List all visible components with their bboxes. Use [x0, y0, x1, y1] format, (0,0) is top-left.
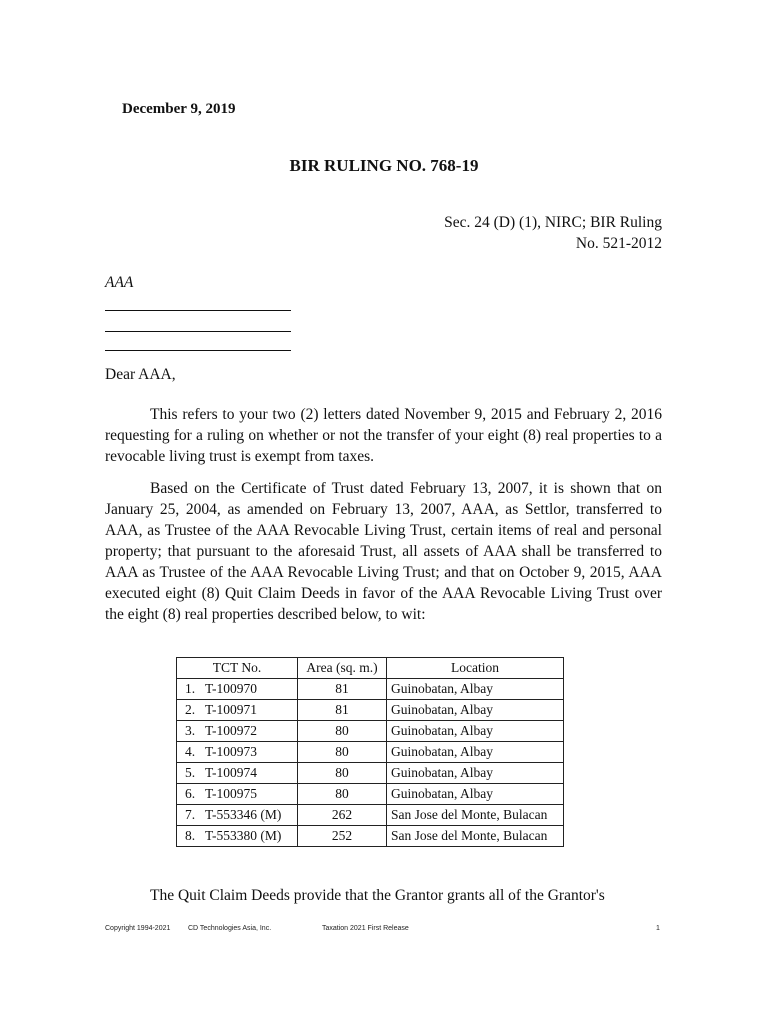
- cell-location: Guinobatan, Albay: [387, 700, 564, 721]
- table-row: [177, 700, 564, 721]
- table-row: [177, 826, 564, 847]
- footer-copyright: Copyright 1994-2021: [105, 925, 171, 932]
- body-paragraph-1: This refers to your two (2) letters dated November 9, 2015 and February 2, 2016 requesting for a ruling on whether or not the transfer of your eight (8) real properties to a revocable living trust is exempt from taxes.: [105, 406, 662, 465]
- addressee-name: AAA: [105, 274, 134, 291]
- footer-release: Taxation 2021 First Release: [322, 925, 409, 932]
- footer-page-number: 1: [656, 925, 660, 932]
- ruling-date: December 9, 2019: [122, 101, 236, 117]
- cell-tct-no: [177, 826, 298, 847]
- body-paragraph-3: The Quit Claim Deeds provide that the Grantor grants all of the Grantor's: [150, 887, 605, 904]
- body-paragraph-2: Based on the Certificate of Trust dated February 13, 2007, it is shown that on January 25, 2004, as amended on February 13, 2007, AAA, as Settlor, transferred to AAA, as Trustee of the AAA Revocable Living Trust, certain items of real and personal property; that pursuant to the aforesaid Trust, all assets of AAA shall be transferred to AAA as Trustee of the AAA Revocable Living Trust; and that on October 9, 2015, AAA executed eight (8) Quit Claim Deeds in favor of the AAA Revocable Living Trust over the eight (8) real properties described below, to wit:: [105, 480, 662, 623]
- cell-area: 80: [298, 721, 387, 742]
- cell-location: Guinobatan, Albay: [387, 721, 564, 742]
- footer-company: CD Technologies Asia, Inc.: [188, 925, 272, 932]
- row-number: 6.: [185, 786, 196, 801]
- tct-number: T-553346 (M): [205, 807, 282, 822]
- cell-location: San Jose del Monte, Bulacan: [387, 805, 564, 826]
- row-number: 4.: [185, 744, 196, 759]
- cell-location: San Jose del Monte, Bulacan: [387, 826, 564, 847]
- cell-location: Guinobatan, Albay: [387, 742, 564, 763]
- cell-area: 80: [298, 784, 387, 805]
- cell-area: 81: [298, 700, 387, 721]
- table-row: [177, 784, 564, 805]
- cell-tct-no: [177, 721, 298, 742]
- cell-area: 80: [298, 763, 387, 784]
- header-location: Location: [387, 658, 564, 679]
- table-row: [177, 763, 564, 784]
- address-blank-line-1: [105, 310, 291, 311]
- tct-number: T-100970: [205, 681, 258, 696]
- address-blank-line-3: [105, 350, 291, 351]
- row-number: 7.: [185, 807, 196, 822]
- cell-area: 262: [298, 805, 387, 826]
- table-header-row: [177, 658, 564, 679]
- cell-tct-no: [177, 700, 298, 721]
- row-number: 3.: [185, 723, 196, 738]
- tct-number: T-100974: [205, 765, 258, 780]
- cell-tct-no: [177, 742, 298, 763]
- ruling-title: BIR RULING NO. 768-19: [289, 156, 479, 175]
- tct-number: T-100973: [205, 744, 258, 759]
- tct-number: T-100972: [205, 723, 258, 738]
- reference-line-1: Sec. 24 (D) (1), NIRC; BIR Ruling: [444, 214, 662, 231]
- cell-location: Guinobatan, Albay: [387, 763, 564, 784]
- properties-table: [176, 657, 564, 847]
- cell-tct-no: [177, 763, 298, 784]
- tct-number: T-553380 (M): [205, 828, 282, 843]
- cell-area: 252: [298, 826, 387, 847]
- table-row: [177, 721, 564, 742]
- address-blank-line-2: [105, 331, 291, 332]
- header-area: Area (sq. m.): [298, 658, 387, 679]
- table-body: [177, 679, 564, 847]
- row-number: 5.: [185, 765, 196, 780]
- table-row: [177, 679, 564, 700]
- reference-line-2: No. 521-2012: [575, 235, 662, 252]
- cell-location: Guinobatan, Albay: [387, 784, 564, 805]
- table-row: [177, 742, 564, 763]
- cell-area: 80: [298, 742, 387, 763]
- row-number: 8.: [185, 828, 196, 843]
- salutation: Dear AAA,: [105, 366, 176, 383]
- table-row: [177, 805, 564, 826]
- tct-number: T-100971: [205, 702, 258, 717]
- cell-location: Guinobatan, Albay: [387, 679, 564, 700]
- tct-number: T-100975: [205, 786, 258, 801]
- row-number: 1.: [185, 681, 196, 696]
- cell-tct-no: [177, 679, 298, 700]
- cell-tct-no: [177, 784, 298, 805]
- cell-area: 81: [298, 679, 387, 700]
- cell-tct-no: [177, 805, 298, 826]
- header-tct-no: TCT No.: [177, 658, 298, 679]
- legal-reference: [444, 212, 662, 254]
- row-number: 2.: [185, 702, 196, 717]
